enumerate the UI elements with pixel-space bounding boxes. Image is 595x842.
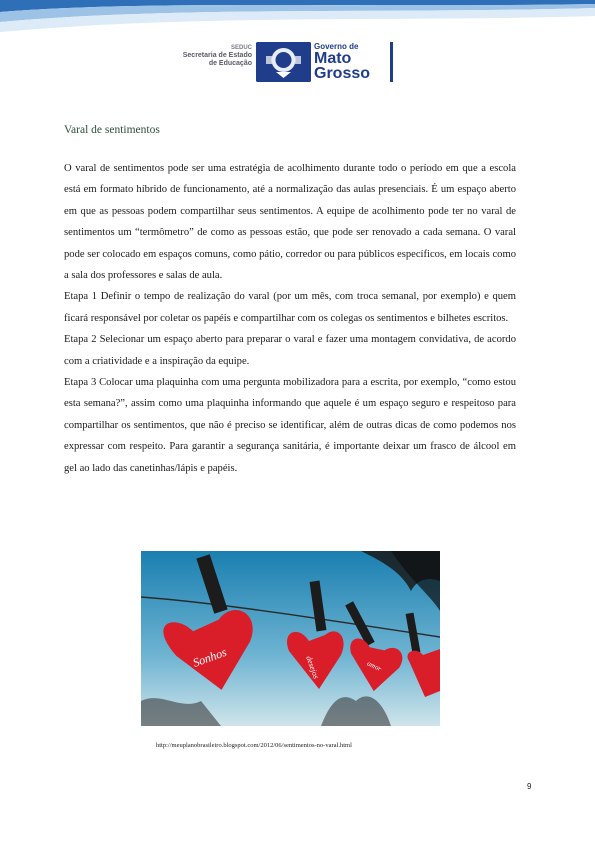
page-number: 9 [527,782,532,791]
paragraph-etapa-1: Etapa 1 Definir o tempo de realização do varal (por um mês, com troca semanal, por exemplo) e quem ficará responsável por coletar os papéis e compartilhar com os colegas os sentimentos e bilhetes escritos. [64,291,516,324]
logo-divider [390,42,393,82]
paragraph-etapa-3: Etapa 3 Colocar uma plaquinha com uma pergunta mobilizadora para a escrita, por exemplo, “como estou esta semana?”, assim como uma plaquinha informando que aquele é um espaço seguro e respeitoso para compartilhar os sentimentos, que não é preciso se identificar, além de outras dicas de como podemos nos expressar com respeito. Para garantir a segurança sanitária, é importante deixar um frasco de álcool em gel ao lado das canetinhas/lápis e papéis. [64,377,516,474]
paragraph-etapa-2: Etapa 2 Selecionar um espaço aberto para preparar o varal e fazer uma montagem convidativa, de acordo com a criatividade e a inspiração da equipe. [64,334,516,367]
grosso-text: Grosso [314,65,371,82]
secretaria-line1: Secretaria de Estado [182,52,252,59]
heart-word-desejos: desejos [304,654,321,680]
body-text [64,158,516,479]
section-title: Varal de sentimentos [64,124,160,136]
coat-of-arms-icon [256,42,311,82]
heart-word-sonhos: Sonhos [191,644,229,670]
header-decorative-band [0,0,595,44]
mato-text: Mato [314,50,352,67]
clothesline-hearts-photo [141,551,440,726]
governo-de-text: Governo de [314,42,359,51]
seduc-text: SEDUC [230,45,252,51]
secretaria-line2: de Educação [208,60,252,67]
paragraph-intro: O varal de sentimentos pode ser uma estratégia de acolhimento durante todo o período em que a escola está em formato híbrido de funcionamento, até a normalização das aulas presenciais. É um espaço aberto em que as pessoas podem compartilhar seus sentimentos. A equipe de acolhimento pode ter no varal de sentimentos um “termômetro” de como as pessoas estão, que pode ser renovado a cada semana. O varal pode ser colocado em espaços comuns, como pátio, corredor ou para públicos específicos, em locais como a sala dos professores e salas de aula. [64,163,516,282]
photo-caption-link[interactable]: http://meuplanobrasileiro.blogspot.com/2012/06/sentimentos-no-varal.html [156,742,352,749]
governo-logo-text [314,42,370,81]
heart-word-amor: amor [365,659,383,673]
secretaria-label [176,44,252,68]
